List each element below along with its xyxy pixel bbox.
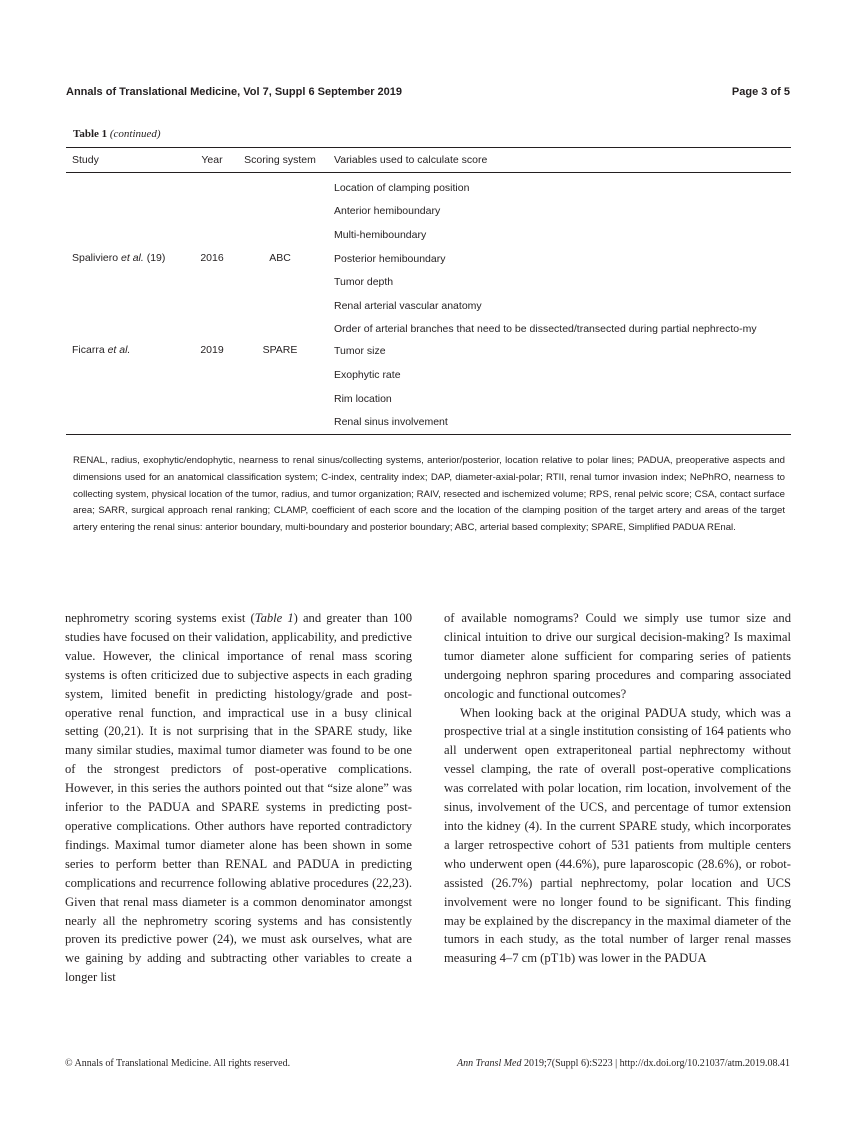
table-row bbox=[66, 176, 791, 200]
variable-cell: Multi-hemiboundary bbox=[334, 228, 427, 241]
table-row bbox=[66, 340, 791, 364]
scoring-system-cell: ABC bbox=[269, 251, 291, 264]
year-cell: 2016 bbox=[200, 251, 224, 264]
table-caption-note: (continued) bbox=[109, 128, 161, 140]
variable-cell: Exophytic rate bbox=[334, 368, 401, 381]
page-number: Page 3 of 5 bbox=[731, 86, 790, 98]
paragraph: When looking back at the original PADUA study, which was a prospective trial at a single institution consisting of 164 patients who all underwent open extraperitoneal partial nephrectomy without vessel clamping, the rate of overall post-operative complications was correlated with polar location, rim location, involvement of the sinus, involvement of the UCS, and percentage of tumor extension into the kidney (4). In the current SPARE study, which incorporates a larger retrospective cohort of 531 patients from multiple centers who underwent open (44.6%), pure laparoscopic (28.6%), or robot-assisted (26.7%) partial nephrectomy, polar location and UCS involvement were no longer found to be significant. This finding may be explained by the discrepancy in the maximal diameter of the tumors in each study, as the total number of larger renal masses measuring 4–7 cm (pT1b) was lower in the PADUA bbox=[444, 705, 791, 966]
running-header bbox=[66, 86, 790, 102]
citation: Ann Transl Med 2019;7(Suppl 6):S223 | http://dx.doi.org/10.21037/atm.2019.08.41 bbox=[457, 1058, 790, 1069]
body-column-right bbox=[444, 609, 791, 968]
body-column-left bbox=[65, 609, 412, 987]
variable-cell: Renal arterial vascular anatomy bbox=[334, 299, 482, 312]
column-header-variables: Variables used to calculate score bbox=[334, 154, 488, 166]
variable-cell: Anterior hemiboundary bbox=[334, 205, 441, 218]
page-footer bbox=[65, 1058, 790, 1072]
variable-cell: Posterior hemiboundary bbox=[334, 252, 446, 265]
journal-title: Annals of Translational Medicine, Vol 7, Suppl 6 September 2019 bbox=[66, 86, 402, 98]
table-1 bbox=[66, 147, 791, 435]
study-cell: Ficarra et al. bbox=[72, 343, 131, 356]
variable-cell: Order of arterial branches that need to be dissected/transected during partial nephrecto-my bbox=[334, 322, 757, 335]
variable-cell: Location of clamping position bbox=[334, 181, 470, 194]
study-cell: Spaliviero et al. (19) bbox=[72, 251, 166, 264]
variable-cell: Tumor depth bbox=[334, 276, 394, 289]
variable-cell: Renal sinus involvement bbox=[334, 416, 448, 429]
column-header-study: Study bbox=[72, 154, 99, 166]
variable-cell: Rim location bbox=[334, 392, 392, 405]
table-header-row bbox=[66, 148, 791, 173]
copyright: © Annals of Translational Medicine. All rights reserved. bbox=[65, 1058, 291, 1069]
scoring-system-cell: SPARE bbox=[262, 343, 298, 356]
paragraph: of available nomograms? Could we simply use tumor size and clinical intuition to drive our surgical decision-making? Is maximal tumor diameter alone sufficient for comparing series of patients undergoing nephron sparing procedures and comparing associated oncologic and functional outcomes? bbox=[444, 611, 791, 701]
year-cell: 2019 bbox=[200, 343, 224, 356]
column-header-scoring-system: Scoring system bbox=[244, 154, 316, 166]
column-header-year: Year bbox=[201, 154, 223, 166]
paragraph: nephrometry scoring systems exist (Table 1) and greater than 100 studies have focused on their validation, applicability, and predictive value. However, the clinical importance of renal mass scoring systems is often criticized due to subjective aspects in each grading system, limited benefit in predicting histology/grade and post-operative renal function, and impractical use in a busy clinical setting (20,21). It is not surprising that in the SPARE study, like many similar studies, maximal tumor diameter was found to be one of the strongest predictors of post-operative complications. However, in this series the authors pointed out that “size alone” was inferior to the PADUA and SPARE systems in predicting post-operative complications. Other authors have reported contradictory findings. Maximal tumor diameter alone has been shown in some series to perform better than RENAL and PADUA in predicting complications and recurrence following ablative procedures (22,23). Given that renal mass diameter is a common denominator amongst nearly all the nephrometry scoring systems and has consistently proven its predictive power (24), we must ask ourselves, what are we gaining by adding and subtracting other variables to create a longer list bbox=[65, 611, 412, 985]
table-caption bbox=[73, 128, 161, 140]
table-reference: Table 1 bbox=[254, 611, 294, 625]
table-footnote: RENAL, radius, exophytic/endophytic, nearness to renal sinus/collecting systems, anterior/posterior, location relative to polar lines; PADUA, preoperative aspects and dimensions used for an anatomical classification system; C-index, centrality index; DAP, diameter-axial-polar; RTII, renal tumor invasion index; NePhRO, nearness to collecting system, physical location of the tumor, radius, and tumor organization; RAIV, resected and ischemized volume; RPS, renal pelvic score; CSA, contact surface area; SARR, surgical approach renal ranking; CLAMP, coefficient of each score and the location of the clamping position of the target artery and areas of the target artery entering the renal sinus: anterior boundary, multi-boundary and posterior boundary; ABC, arterial based complexity; SPARE, Simplified PADUA REnal. bbox=[73, 455, 785, 534]
variable-cell: Tumor size bbox=[334, 345, 386, 358]
table-caption-label: Table 1 bbox=[73, 128, 108, 140]
